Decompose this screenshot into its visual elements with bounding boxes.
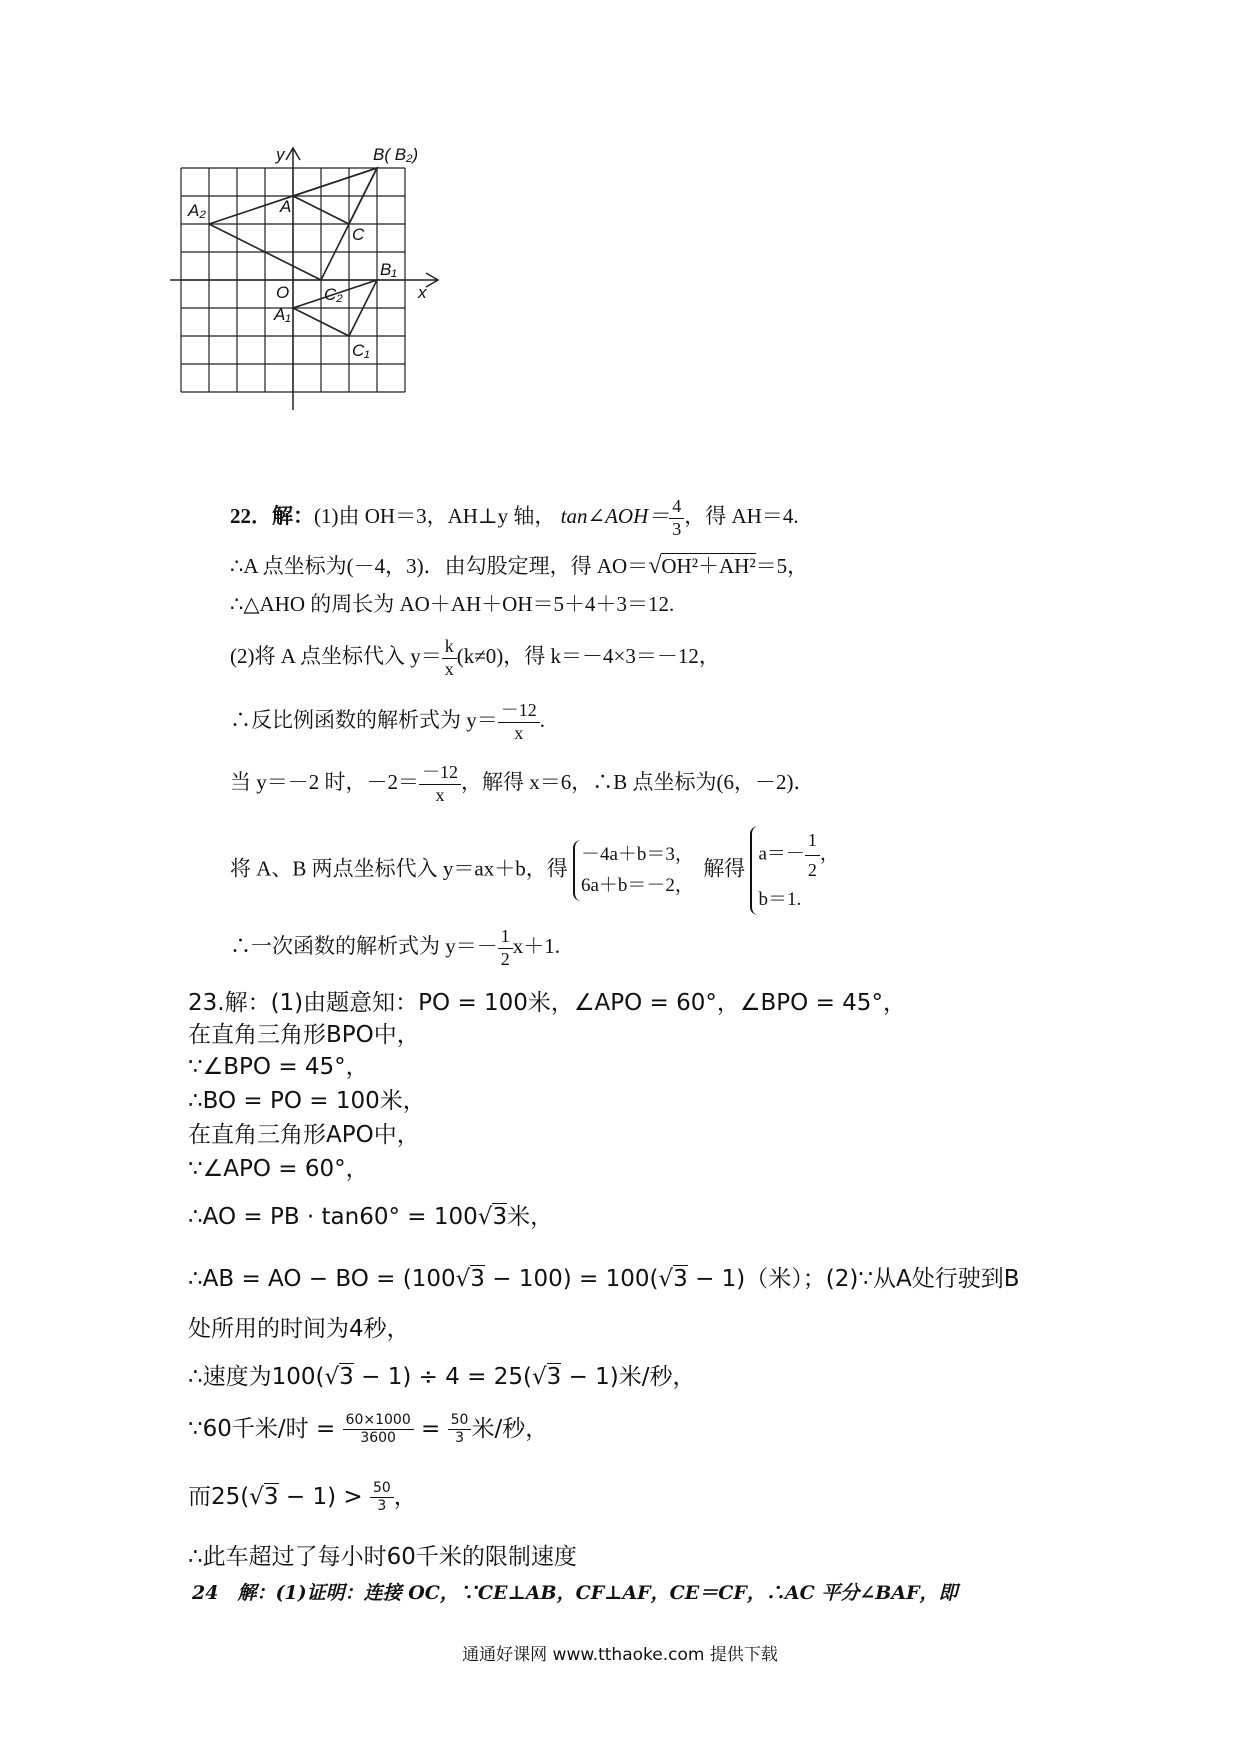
q23-text: ∵∠APO = 60°， <box>188 1156 369 1182</box>
q22-text: (1)由 OH＝3，AH⊥y 轴， <box>314 503 556 528</box>
sqrt-content: 3 <box>492 1204 508 1230</box>
sqrt-content: 3 <box>470 1266 485 1292</box>
q22-text: 将 A、B 两点坐标代入 y＝ax＋b，得 <box>230 856 568 881</box>
sqrt-content: 3 <box>263 1483 279 1510</box>
q23-text: ∴速度为100( <box>188 1364 325 1390</box>
q23-line-11 <box>188 1412 548 1447</box>
q22-text: . <box>539 707 545 732</box>
label-a: A <box>280 197 292 216</box>
sqrt-content: OH²＋AH² <box>661 554 756 578</box>
q23-text: ∴AO = PB · tan60° = 100 <box>188 1204 478 1230</box>
q22-line-8 <box>230 926 560 970</box>
q23-text: − 1) ÷ 4 = 25( <box>353 1364 532 1390</box>
q22-text: 解得 <box>703 856 746 881</box>
fraction <box>419 762 461 806</box>
fraction <box>343 1412 414 1447</box>
q23-text: 在直角三角形APO中， <box>188 1122 420 1148</box>
numerator: k <box>442 636 457 659</box>
q22-text: x＋1. <box>512 933 560 958</box>
q22-line-2: ∴A 点坐标为(－4，3)．由勾股定理，得 AO＝√OH²＋AH²＝5， <box>230 553 809 579</box>
q23-text: 米， <box>507 1204 554 1230</box>
q23-line-3 <box>188 1054 369 1082</box>
equation-2: 6a＋b＝－2， <box>581 874 694 896</box>
q22-text: ＝5， <box>755 554 809 578</box>
q22-heading: 22．解： <box>230 503 314 528</box>
q23-text: 米/秒， <box>471 1415 549 1442</box>
label-origin: O <box>276 283 290 302</box>
label-c1: C₁ <box>352 341 370 360</box>
label-a1: A₁ <box>274 305 291 324</box>
q23-text: ∵60千米/时 = <box>188 1415 343 1442</box>
q24-line-1 <box>192 1582 958 1605</box>
q23-text: = <box>413 1415 448 1442</box>
fraction <box>498 700 540 744</box>
q22-text: 当 y＝－2 时，－2＝ <box>230 769 419 794</box>
q22-line-6 <box>230 762 815 806</box>
q23-text: ， <box>393 1483 417 1510</box>
numerator: 50 <box>370 1480 394 1498</box>
denominator: 3 <box>672 518 682 539</box>
solution-2: b＝1. <box>758 888 802 910</box>
q23-line-10: ∴速度为100(√3 − 1) ÷ 4 = 25(√3 − 1)米/秒， <box>188 1364 696 1390</box>
q23-text: ∴AB = AO − BO = (100 <box>188 1266 456 1292</box>
q23-text: 23.解：(1)由题意知：PO = 100米，∠APO = 60°，∠BPO = 45°， <box>188 990 906 1016</box>
numerator: 1 <box>805 826 820 856</box>
q22-line-3 <box>230 592 674 617</box>
denominator: 3600 <box>360 1429 396 1446</box>
q23-line-8: ∴AB = AO − BO = (100√3 − 100) = 100(√3 − 1)（米）；(2)∵从A处行驶到B <box>188 1266 1020 1292</box>
coordinate-grid-figure <box>180 145 510 460</box>
solution-1: a＝－ <box>758 843 805 865</box>
numerator: 50 <box>448 1412 472 1430</box>
q22-line-4 <box>230 636 720 680</box>
q22-line-7 <box>230 826 843 915</box>
fraction <box>669 496 684 540</box>
q22-text: ∴反比例函数的解析式为 y＝ <box>230 707 498 732</box>
q22-text: (2)将 A 点坐标代入 y＝ <box>230 643 442 668</box>
label-b-b2: B( B₂) <box>373 145 419 164</box>
numerator: 1 <box>498 926 513 949</box>
fraction <box>448 1412 472 1447</box>
solution-system <box>750 826 842 915</box>
q22-line-5 <box>230 700 545 744</box>
denominator: x <box>514 722 524 743</box>
q23-text: 处所用的时间为4秒， <box>188 1316 410 1342</box>
fraction <box>498 926 513 970</box>
denominator: 3 <box>455 1429 465 1446</box>
label-c: C <box>352 225 365 244</box>
q23-line-2 <box>188 1022 420 1050</box>
q23-text: 在直角三角形BPO中， <box>188 1022 420 1048</box>
fraction <box>805 826 820 885</box>
label-x-axis: x <box>418 283 427 302</box>
equation-1: －4a＋b＝3， <box>581 844 694 866</box>
label-c2: C₂ <box>324 285 343 304</box>
q23-line-1 <box>188 990 906 1018</box>
numerator: －12 <box>419 762 461 785</box>
q23-text: ∴此车超过了每小时60千米的限制速度 <box>188 1544 577 1570</box>
denominator: 2 <box>500 948 510 969</box>
solution-1-comma: ， <box>819 843 839 865</box>
q22-text: ，得 AH＝4. <box>684 503 799 528</box>
q23-text: − 1)（米）；(2)∵从A处行驶到B <box>687 1266 1020 1292</box>
numerator: 4 <box>669 496 684 519</box>
q23-text: ∴BO = PO = 100米， <box>188 1088 426 1114</box>
q23-line-13 <box>188 1544 577 1572</box>
q22-text: ∴△AHO 的周长为 AO＋AH＋OH＝5＋4＋3＝12. <box>230 592 675 616</box>
denominator: x <box>444 658 454 679</box>
q23-line-7: ∴AO = PB · tan60° = 100√3米， <box>188 1204 554 1230</box>
label-a2: A₂ <box>188 201 206 220</box>
denominator: 3 <box>377 1497 387 1514</box>
q24-text: 24 解：(1)证明：连接 OC，∵CE⊥AB，CF⊥AF，CE＝CF，∴AC 平分∠BAF，即 <box>192 1582 958 1604</box>
sqrt-content: 3 <box>673 1266 688 1292</box>
q22-text: (k≠0)，得 k＝－4×3＝－12， <box>456 643 720 668</box>
q23-line-6 <box>188 1156 369 1184</box>
q23-text: ∵∠BPO = 45°， <box>188 1054 369 1080</box>
q23-text: − 1)米/秒， <box>561 1364 696 1390</box>
q23-line-5 <box>188 1122 420 1150</box>
equation-system <box>573 840 698 901</box>
q23-line-4 <box>188 1088 426 1116</box>
q23-line-12: 而25(√3 − 1) > $\frac{50}{3}$ ， <box>188 1480 417 1514</box>
q22-line-1 <box>230 496 799 540</box>
q23-text: 而25( <box>188 1483 250 1510</box>
q22-text: ∴一次函数的解析式为 y＝－ <box>230 933 498 958</box>
label-b1: B₁ <box>380 260 397 279</box>
denominator: 2 <box>807 859 817 880</box>
label-y-axis: y <box>276 145 285 164</box>
q22-text: ，解得 x＝6，∴B 点坐标为(6，－2)． <box>461 769 815 794</box>
q23-text: − 1) > <box>278 1483 370 1510</box>
fraction <box>442 636 457 680</box>
q22-tan: tan∠AOH＝ <box>560 503 670 528</box>
q22-text: ∴A 点坐标为(－4，3)．由勾股定理，得 AO＝ <box>230 554 649 578</box>
sqrt-content: 3 <box>546 1364 562 1390</box>
numerator: －12 <box>498 700 540 723</box>
footer-text: 通通好课网 www.tthaoke.com 提供下载 <box>462 1645 778 1665</box>
numerator: 60×1000 <box>343 1412 414 1430</box>
q23-text: − 100) = 100( <box>484 1266 659 1292</box>
footer-credit <box>0 1640 1240 1665</box>
denominator: x <box>435 784 445 805</box>
sqrt-content: 3 <box>339 1364 354 1390</box>
fraction <box>370 1480 394 1515</box>
q23-line-9 <box>188 1316 410 1344</box>
